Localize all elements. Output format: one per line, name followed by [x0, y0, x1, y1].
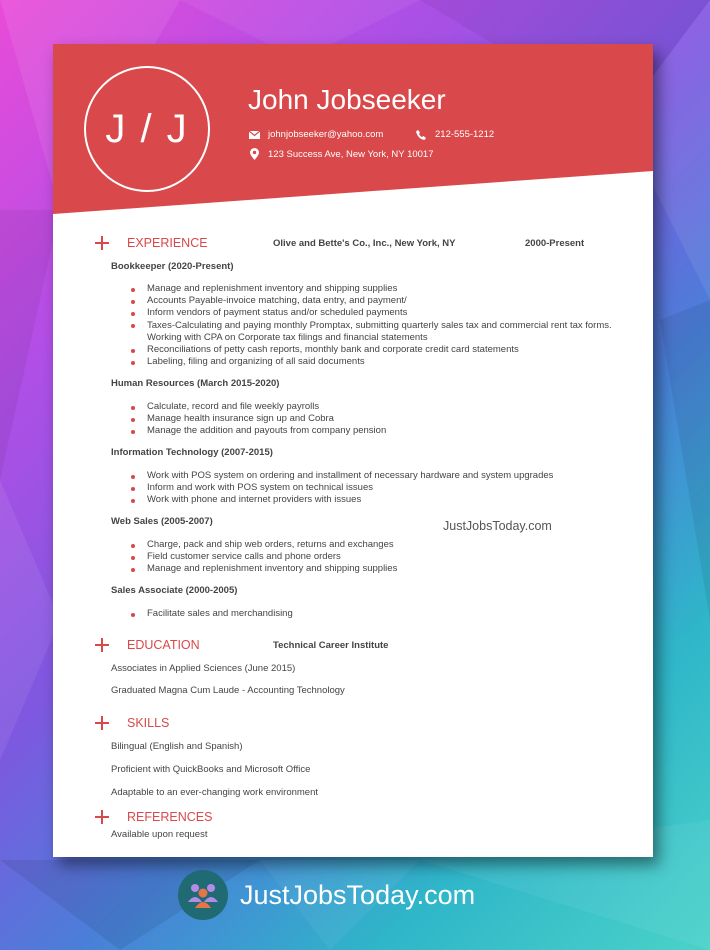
plus-icon: [95, 810, 109, 824]
plus-icon: [95, 638, 109, 652]
skills-heading: [95, 716, 169, 730]
footer-brand-text: JustJobsToday.com: [240, 879, 476, 910]
watermark-text: JustJobsToday.com: [443, 519, 552, 533]
email-text: johnjobseeker@yahoo.com: [268, 129, 384, 140]
bullet-item: Labeling, filing and organizing of all said documents: [129, 356, 619, 368]
experience-company: Olive and Bette's Co., Inc., New York, NY: [273, 238, 456, 249]
job-bullets: [129, 283, 619, 368]
education-title: EDUCATION: [127, 638, 200, 652]
job-title: Web Sales (2005-2007): [111, 516, 213, 527]
bullet-item: Work with phone and internet providers with issues: [129, 494, 619, 506]
envelope-icon: [248, 131, 260, 139]
phone-icon: [415, 130, 427, 140]
bullet-item: Taxes-Calculating and paying monthly Promptax, submitting quarterly sales tax and commercial rent tax forms. Working with CPA on Corporate tax filings and financial statements: [129, 320, 619, 344]
bullet-item: Reconciliations of petty cash reports, monthly bank and corporate credit card statements: [129, 344, 619, 356]
bullet-item: Inform vendors of payment status and/or scheduled payments: [129, 307, 619, 319]
address-row: [248, 148, 433, 160]
location-pin-icon: [248, 148, 260, 160]
plus-icon: [95, 236, 109, 250]
skills-title: SKILLS: [127, 716, 170, 730]
bullet-item: Manage and replenishment inventory and shipping supplies: [129, 563, 619, 575]
job-bullets: [129, 608, 619, 620]
education-line: Graduated Magna Cum Laude - Accounting Technology: [111, 685, 345, 696]
job-bullets: [129, 401, 619, 438]
people-logo-icon: [178, 870, 228, 920]
bullet-item: Work with POS system on ordering and installment of necessary hardware and system upgrades: [129, 470, 619, 482]
bullet-item: Field customer service calls and phone orders: [129, 551, 619, 563]
job-bullets: [129, 539, 619, 576]
job-title: Human Resources (March 2015-2020): [111, 378, 280, 389]
monogram-circle: [84, 66, 210, 192]
skill-line: Adaptable to an ever-changing work environment: [111, 787, 319, 798]
skill-line: Proficient with QuickBooks and Microsoft Office: [111, 764, 311, 775]
monogram-text: J / J: [105, 106, 189, 151]
phone-row: [415, 129, 494, 140]
bullet-item: Calculate, record and file weekly payrolls: [129, 401, 619, 413]
education-heading: [95, 638, 200, 652]
address-text: 123 Success Ave, New York, NY 10017: [268, 148, 434, 160]
resume-page: [53, 44, 653, 857]
job-title: Bookkeeper (2020-Present): [111, 261, 234, 272]
job-title: Sales Associate (2000-2005): [111, 585, 238, 596]
bullet-item: Facilitate sales and merchandising: [129, 608, 619, 620]
footer-branding: [178, 870, 475, 920]
bullet-item: Charge, pack and ship web orders, returns and exchanges: [129, 539, 619, 551]
references-heading: [95, 810, 212, 824]
job-bullets: [129, 470, 619, 507]
bullet-item: Manage health insurance sign up and Cobra: [129, 413, 619, 425]
skill-line: Bilingual (English and Spanish): [111, 741, 243, 752]
experience-heading: [95, 236, 208, 250]
plus-icon: [95, 716, 109, 730]
experience-dates: 2000-Present: [525, 238, 585, 249]
education-line: Associates in Applied Sciences (June 2015): [111, 663, 296, 674]
bullet-item: Manage the addition and payouts from company pension: [129, 425, 619, 437]
bullet-item: Manage and replenishment inventory and shipping supplies: [129, 283, 619, 295]
phone-text: 212-555-1212: [435, 129, 495, 140]
job-title: Information Technology (2007-2015): [111, 447, 273, 458]
references-text: Available upon request: [111, 829, 208, 840]
references-title: REFERENCES: [127, 810, 213, 824]
education-school: Technical Career Institute: [273, 640, 389, 651]
bullet-item: Inform and work with POS system on technical issues: [129, 482, 619, 494]
email-row: [248, 129, 383, 140]
bullet-item: Accounts Payable-invoice matching, data entry, and payment/: [129, 295, 619, 307]
candidate-name: John Jobseeker: [248, 84, 446, 115]
experience-title: EXPERIENCE: [127, 236, 208, 250]
